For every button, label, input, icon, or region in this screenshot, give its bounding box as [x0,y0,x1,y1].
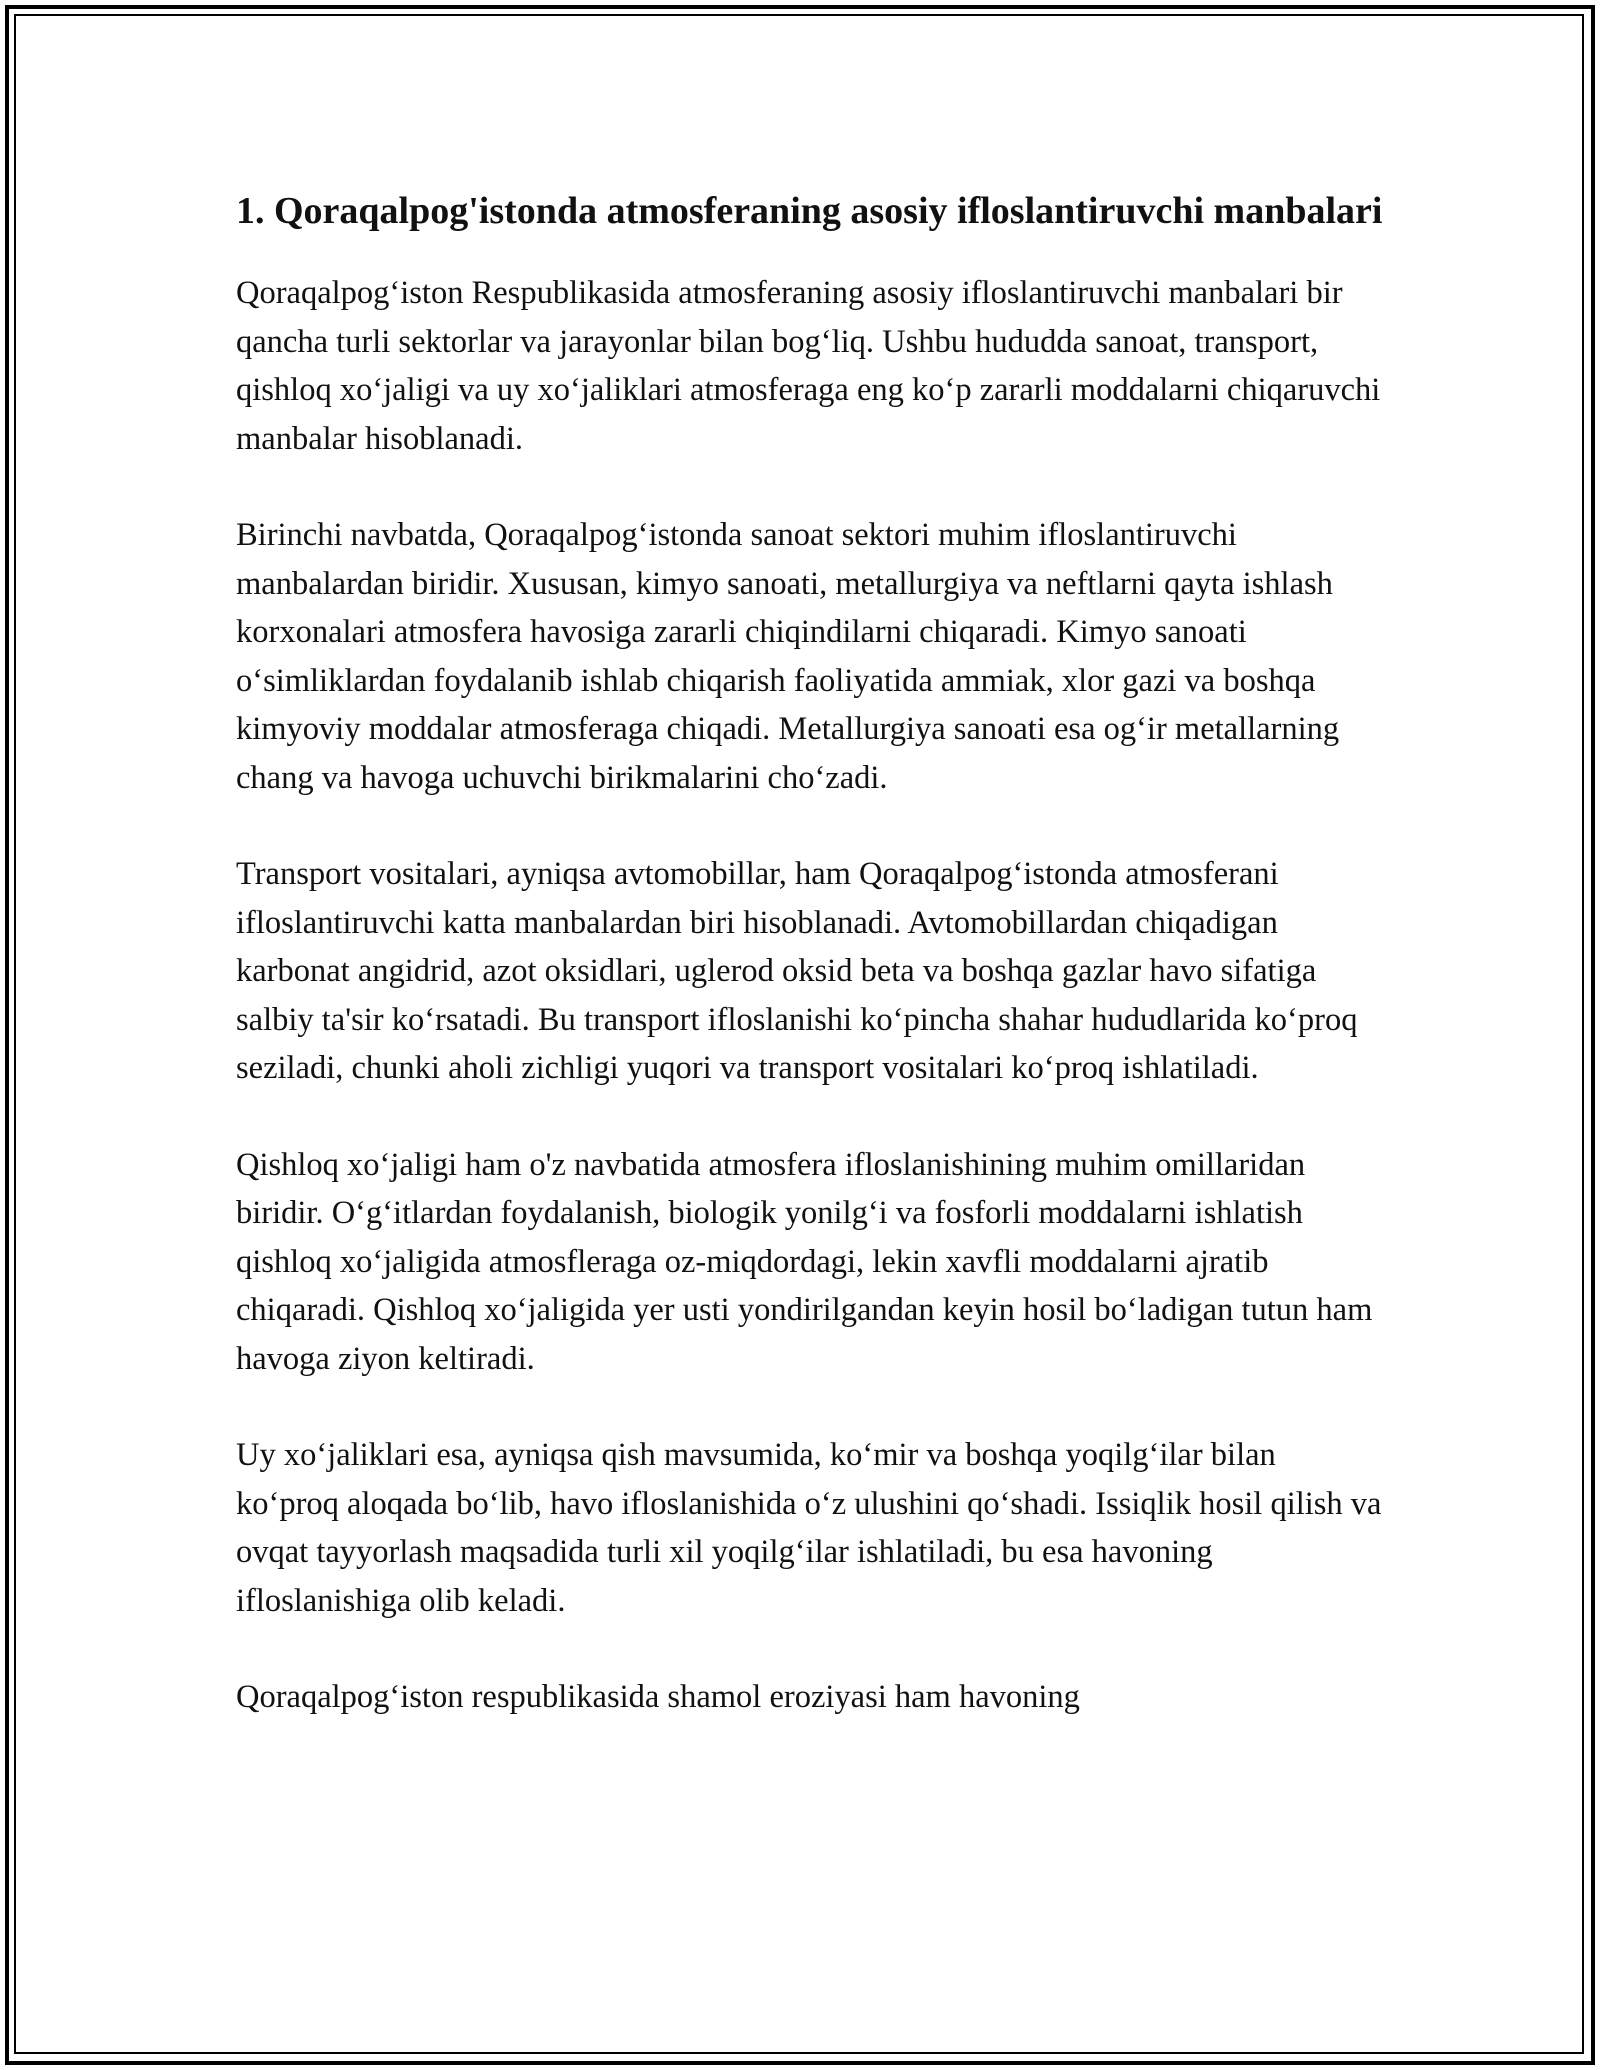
paragraph-wind-erosion: Qoraqalpog‘iston respublikasida shamol eroziyasi ham havoning [236,1679,1080,1715]
paragraph-transport: Transport vositalari, ayniqsa avtomobillar, ham Qoraqalpog‘istonda atmosferani ifloslantiruvchi katta manbalardan biri hisoblanadi. Avtomobillardan chiqadigan karbonat angidrid, azot oksidlari, uglerod oksid beta va boshqa gazlar havo sifatiga salbiy ta'sir ko‘rsatadi. Bu transport ifloslanishi ko‘pincha shahar hududlarida ko‘proq seziladi, chunki aholi zichligi yuqori va transport vositalari ko‘proq ishlatiladi. [236,856,1358,1086]
paragraph-intro: Qoraqalpog‘iston Respublikasida atmosferaning asosiy ifloslantiruvchi manbalari bir qancha turli sektorlar va jarayonlar bilan bog‘liq. Ushbu hududda sanoat, transport, qishloq xo‘jaligi va uy xo‘jaliklari atmosferaga eng ko‘p zararli moddalarni chiqaruvchi manbalar hisoblanadi. [236,275,1381,457]
document-body [236,184,1386,1770]
paragraph-industry: Birinchi navbatda, Qoraqalpog‘istonda sanoat sektori muhim ifloslantiruvchi manbalardan biridir. Xususan, kimyo sanoati, metallurgiya va neftlarni qayta ishlash korxonalari atmosfera havosiga zararli chiqindilarni chiqaradi. Kimyo sanoati o‘simliklardan foydalanib ishlab chiqarish faoliyatida ammiak, xlor gazi va boshqa kimyoviy moddalar atmosferaga chiqadi. Metallurgiya sanoati esa og‘ir metallarning chang va havoga uchuvchi birikmalarini cho‘zadi. [236,517,1340,796]
paragraph-agriculture: Qishloq xo‘jaligi ham o'z navbatida atmosfera ifloslanishining muhim omillaridan biridir. O‘g‘itlardan foydalanish, biologik yonilg‘i va fosforli moddalarni ishlatish qishloq xo‘jaligida atmosfleraga oz-miqdordagi, lekin xavfli moddalarni ajratib chiqaradi. Qishloq xo‘jaligida yer usti yondirilgandan keyin hosil bo‘ladigan tutun ham havoga ziyon keltiradi. [236,1146,1373,1377]
section-heading: 1. Qoraqalpog'istonda atmosferaning asosiy ifloslantiruvchi manbalari [236,190,1383,232]
paragraph-households: Uy xo‘jaliklari esa, ayniqsa qish mavsumida, ko‘mir va boshqa yoqilg‘ilar bilan ko‘proq aloqada bo‘lib, havo ifloslanishida o‘z ulushini qo‘shadi. Issiqlik hosil qilish va ovqat tayyorlash maqsadida turli xil yoqilg‘ilar ishlatiladi, bu esa havoning ifloslanishiga olib keladi. [236,1437,1382,1619]
